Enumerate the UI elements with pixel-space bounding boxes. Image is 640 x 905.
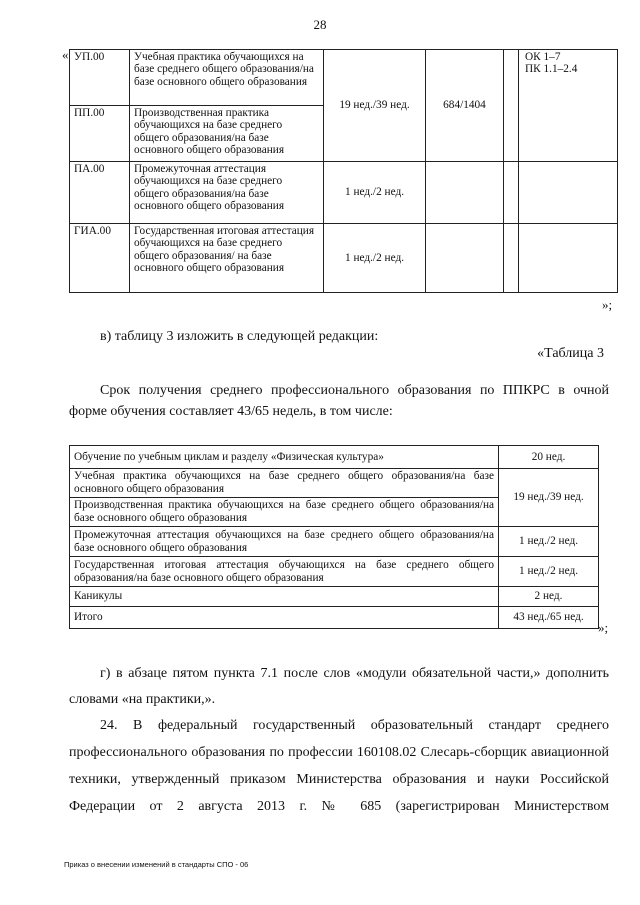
- item-name: Государственная итоговая аттестация обучающихся на базе среднего общего образования/на базе основного общего образования: [70, 557, 499, 587]
- item-name: Производственная практика обучающихся на базе среднего общего образования/на базе основного общего образования: [70, 498, 499, 527]
- module-name: Государственная итоговая аттестация обучающихся на базе среднего общего образования/ на базе основного общего образования: [130, 224, 324, 293]
- duration-table: [69, 445, 599, 629]
- item-duration: 19 нед./39 нед.: [499, 469, 599, 527]
- table-row: [70, 224, 618, 293]
- table-row: [70, 527, 599, 557]
- module-duration: 19 нед./39 нед.: [324, 50, 426, 162]
- module-competencies: ОК 1–7 ПК 1.1–2.4: [519, 50, 618, 106]
- item-duration: 1 нед./2 нед.: [499, 557, 599, 587]
- empty-cell: [426, 224, 504, 293]
- item-name: Обучение по учебным циклам и разделу «Физическая культура»: [70, 446, 499, 469]
- table1-open-quote: «: [62, 47, 69, 62]
- table-row: [70, 557, 599, 587]
- empty-cell: [519, 162, 618, 224]
- page-number: 28: [313, 17, 327, 32]
- module-code: ПП.00: [70, 106, 130, 162]
- table-row: [70, 50, 618, 106]
- module-name: Промежуточная аттестация обучающихся на базе среднего общего образования/на базе основного общего образования: [130, 162, 324, 224]
- module-name: Производственная практика обучающихся на базе среднего общего образования/на базе основного общего образования: [130, 106, 324, 162]
- empty-cell: [519, 224, 618, 293]
- empty-cell: [426, 162, 504, 224]
- paragraph-g: г) в абзаце пятом пункта 7.1 после слов «модули обязательной части,» дополнить словами «на практики,».: [69, 666, 609, 707]
- table-row: [70, 587, 599, 607]
- paragraph-duration: Срок получения среднего профессионального образования по ППКРС в очной форме обучения составляет 43/65 недель, в том числе:: [69, 383, 609, 419]
- footer: Приказ о внесении изменений в стандарты СПО - 06: [64, 860, 249, 869]
- table-row: [70, 469, 599, 498]
- module-hours: 684/1404: [426, 50, 504, 162]
- item-duration: 1 нед./2 нед.: [499, 527, 599, 557]
- item-duration: 2 нед.: [499, 587, 599, 607]
- practice-table: [69, 49, 618, 293]
- paragraph-v: в) таблицу 3 изложить в следующей редакции:: [100, 329, 379, 344]
- module-code: ПА.00: [70, 162, 130, 224]
- table1-close-quote: »;: [602, 297, 613, 312]
- module-name: Учебная практика обучающихся на базе среднего общего образования/на базе основного общего образования: [130, 50, 324, 106]
- item-name: Каникулы: [70, 587, 499, 607]
- empty-cell: [504, 224, 519, 293]
- module-duration: 1 нед./2 нед.: [324, 224, 426, 293]
- empty-cell: [504, 50, 519, 106]
- module-code: УП.00: [70, 50, 130, 106]
- module-duration: 1 нед./2 нед.: [324, 162, 426, 224]
- empty-cell: [504, 162, 519, 224]
- paragraph-24: 24. В федеральный государственный образовательный стандарт среднего профессионального образования по профессии 160108.02 Слесарь-сборщик авиационной техники, утвержденный приказом Министерства образования и науки Российской Федерации от 2 августа 2013 г. № 685 (зарегистрирован Министерством: [69, 718, 609, 814]
- item-duration: 43 нед./65 нед.: [499, 607, 599, 629]
- empty-cell: [519, 106, 618, 162]
- item-name: Итого: [70, 607, 499, 629]
- empty-cell: [504, 106, 519, 162]
- module-code: ГИА.00: [70, 224, 130, 293]
- table-row: [70, 446, 599, 469]
- item-name: Учебная практика обучающихся на базе среднего общего образования/на базе основного общего образования: [70, 469, 499, 498]
- item-name: Промежуточная аттестация обучающихся на базе среднего общего образования/на базе основного общего образования: [70, 527, 499, 557]
- table-caption: «Таблица 3: [537, 346, 604, 361]
- table-row: [70, 162, 618, 224]
- table-row: [70, 607, 599, 629]
- item-duration: 20 нед.: [499, 446, 599, 469]
- table2-close-quote: »;: [598, 620, 609, 635]
